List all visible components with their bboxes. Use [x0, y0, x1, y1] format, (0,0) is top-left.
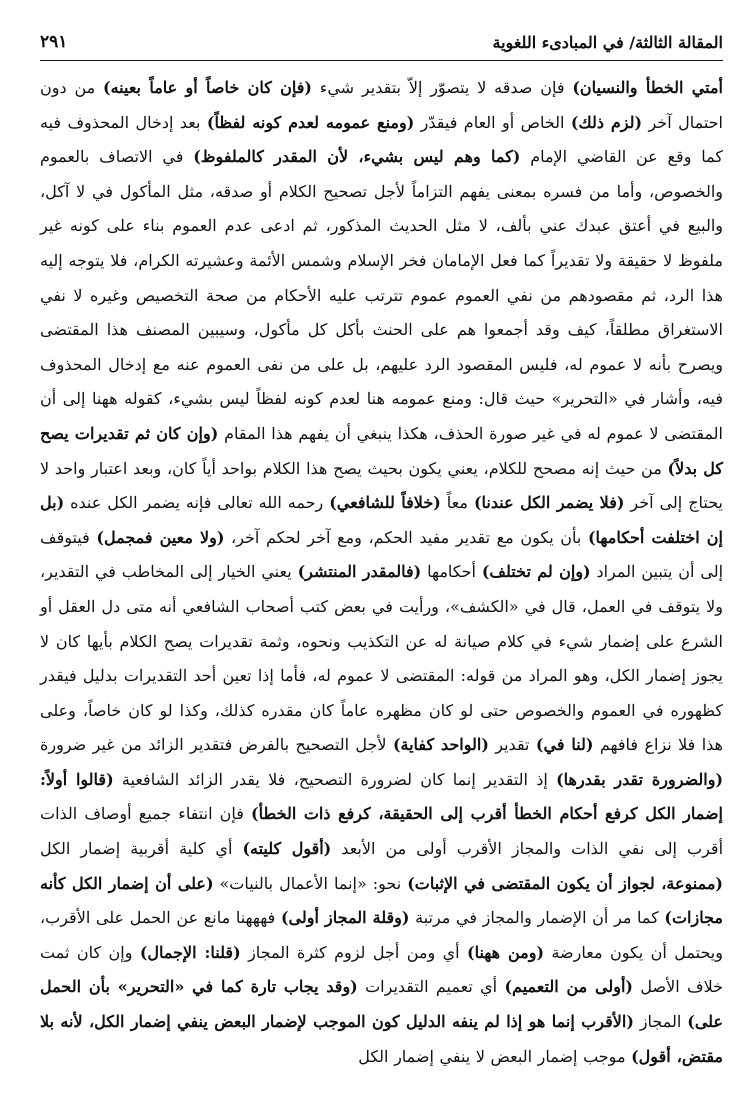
- commentary-text: من دون احتمال آخر: [40, 78, 723, 132]
- commentary-text: أي كلية أقربية إضمار الكل: [40, 839, 243, 859]
- matn-quote: (بل إن اختلفت أحكامها): [40, 493, 724, 547]
- matn-quote: (وإن لم تختلف): [481, 562, 591, 582]
- matn-quote: (ومن ههنا): [467, 942, 545, 962]
- commentary-text: يعني الخيار إلى المخاطب في التقدير، ولا يتوقف في العمل، قال في «الكشف»، ورأيت في بعض كتب أصحاب الشافعي أنه متى دل العقل أو الشرع على إضمار شيء في كلام صيانة له عن التكذيب ونحوه، وثمة تقديرات يصح الكلام بأيها كان لا يجوز إضمار الكل، وهو المراد من قوله: المقتضى لا عموم له، فأما إذا تعين أحد التقديرات بدليل فيقدر كظهوره في العموم والخصوص حتى لو كان مظهره عاماً كان مقدره كذلك، وكذا لو كان خاصاً، وعلى هذا فلا نزاع فافهم: [40, 562, 723, 755]
- matn-quote: (لنا في): [535, 735, 594, 755]
- commentary-text: تقدير: [488, 735, 536, 755]
- matn-quote: (على أن إضمار الكل كأنه مجازات): [40, 873, 723, 928]
- matn-quote: (لزم ذلك): [570, 112, 643, 132]
- commentary-text: فيتوقف إلى أن يتبين المراد: [40, 527, 724, 582]
- matn-quote: (أولى من التعميم): [504, 977, 634, 997]
- commentary-text: لأجل التصحيح بالفرض فتقدير الزائد من غير ضرورة: [40, 735, 393, 755]
- commentary-text: فهههنا مانع عن الحمل على الأقرب، ويحتمل أن يكون معارضة: [40, 908, 723, 962]
- matn-quote: (أقول كليته): [242, 839, 332, 859]
- commentary-text: موجب إضمار البعض لا ينفي إضمار الكل: [358, 1046, 632, 1066]
- matn-quote: (كما وهم ليس بشيء، لأن المقدر كالملفوظ): [193, 147, 521, 167]
- matn-quote: (وقلة المجاز أولى): [280, 908, 410, 928]
- commentary-text: أي ومن أجل لزوم كثرة المجاز: [240, 942, 467, 962]
- commentary-text: فإن صدقه لا يتصوّر إلاّ بتقدير شيء: [311, 78, 573, 97]
- running-header: [40, 22, 723, 52]
- matn-quote: (فلا يضمر الكل عندنا): [473, 493, 625, 513]
- matn-quote: (ومنع عمومه لعدم كونه لفظاً): [206, 112, 415, 132]
- commentary-text: بأن يكون مع تقدير مفيد الحكم، ومع آخر لحكم آخر،: [224, 527, 588, 547]
- commentary-text: بعد إدخال المحذوف فيه كما وقع عن القاضي الإمام: [40, 112, 724, 167]
- matn-quote: (الواحد كفاية): [392, 735, 489, 755]
- commentary-text: كما مر أن الإضمار والمجاز في مرتبة: [409, 908, 665, 928]
- commentary-text: أي تعميم التقديرات: [357, 977, 505, 997]
- commentary-text: من حيث إنه مصحح للكلام، يعني يكون بحيث يصح هذا الكلام بواحد أياً كان، وبعد اعتبار واحد لا يحتاج إلى آخر: [40, 458, 724, 513]
- commentary-text: رحمه الله تعالى فإنه يضمر الكل عنده: [64, 493, 330, 513]
- commentary-text: الخاص أو العام فيقدّر: [414, 112, 571, 132]
- commentary-text: إذ التقدير إنما كان لضرورة التصحيح، فلا يقدر الزائد الشافعية: [113, 769, 557, 789]
- matn-quote: (فالمقدر المنتشر): [297, 562, 422, 582]
- matn-quote: (وقد يجاب تارة كما في «التحرير» بأن الحمل على): [40, 977, 724, 1032]
- chapter-title: المقالة الثالثة/ في المبادىء اللغوية: [492, 33, 723, 52]
- matn-quote: (الأقرب إنما هو إذا لم ينفه الدليل كون الموجب لإضمار البعض ينفي إضمار الكل، لأنه بلا مقتض، أقول): [40, 1012, 723, 1066]
- matn-quote: (فإن كان خاصاً أو عاماً بعينه): [103, 78, 312, 97]
- body-paragraph: [40, 71, 723, 1074]
- matn-quote: (خلافاً للشافعي): [329, 493, 441, 513]
- matn-quote: (وإن كان ثم تقديرات يصح كل بدلاً): [40, 423, 723, 478]
- commentary-text: نحو: «إنما الأعمال بالنيات»: [213, 873, 408, 893]
- commentary-text: أحكامها: [421, 562, 482, 582]
- commentary-text: وإن كان ثمت خلاف الأصل: [40, 942, 724, 997]
- commentary-text: معاً: [440, 493, 474, 513]
- commentary-text: فإن انتفاء جميع أوصاف الذات أقرب إلى نفي الذات والمجاز الأقرب أولى من الأبعد: [40, 804, 724, 859]
- matn-quote: أمتي الخطأ والنسيان): [572, 78, 723, 97]
- book-page: [40, 22, 723, 1082]
- page-number: ٢٩١: [40, 32, 68, 52]
- matn-quote: (ممنوعة، لجواز أن يكون المقتضى في الإثبات): [407, 873, 723, 893]
- matn-quote: (قلنا: الإجمال): [139, 942, 241, 962]
- matn-quote: (والضرورة تقدر بقدرها): [556, 769, 724, 789]
- header-divider: [40, 60, 723, 61]
- commentary-text: المجاز: [633, 1012, 688, 1032]
- commentary-text: في الاتصاف بالعموم والخصوص، وأما من فسره بمعنى يفهم التزاماً لأجل تصحيح الكلام أو صدقه، مثل المأكول في لا آكل، والبيع في أعتق عبدك عني بألف، لا مثل الحديث المذكور، ثم ادعى عدم العموم بناء على كونه غير ملفوظ لا حقيقة ولا تقديراً كما فعل الإمامان فخر الإسلام وشمس الأئمة وعشيرته الكرام، فلا يتوجه إليه هذا الرد، ثم مقصودهم من نفي العموم عموم تترتب عليه الأحكام من صحة التخصيص وغيره لا نفي الاستغراق مطلقاً، كيف وقد أجمعوا هم على الحنث بأكل كل مأكول، وسيبين المصنف هذا المقتضى ويصرح بأنه لا عموم له، فليس المقصود الرد عليهم، بل على من نفى العموم عنه مع إدخال المحذوف فيه، وأشار في «التحرير» حيث قال: ومنع عمومه هنا لعدم كونه لفظاً ليس بشيء، كقوله ههنا إلى أن المقتضى لا عموم له في غير صورة الحذف، هكذا ينبغي أن يفهم هذا المقام: [40, 147, 723, 443]
- matn-quote: (ولا معين فمجمل): [96, 527, 225, 547]
- matn-quote: (قالوا أولاً: إضمار الكل كرفع أحكام الخطأ أقرب إلى الحقيقة، كرفع ذات الخطأ): [40, 769, 723, 824]
